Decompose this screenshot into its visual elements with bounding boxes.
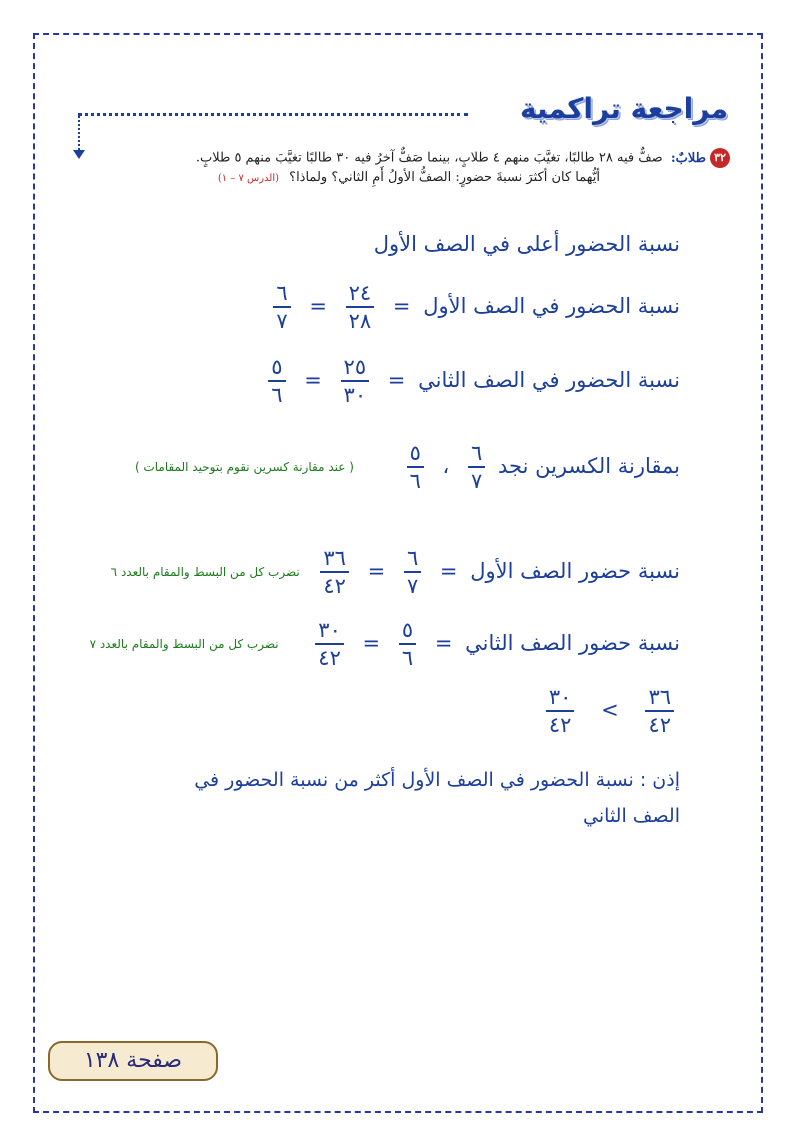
- fraction-numerator: ٦: [406, 546, 419, 570]
- second-ratio-line: [262, 354, 680, 408]
- fraction: [268, 354, 285, 408]
- fraction-numerator: ٣٠: [548, 685, 572, 709]
- problem-line-2: [60, 168, 730, 188]
- compare-line: [135, 440, 680, 494]
- fraction: [546, 684, 575, 738]
- second-ratio-label: نسبة الحضور في الصف الثاني: [418, 368, 680, 392]
- fraction: [468, 440, 485, 494]
- fraction-numerator: ٣٠: [318, 618, 341, 642]
- page-number-label: صفحة ١٣٨: [83, 1048, 183, 1073]
- compare-label: بمقارنة الكسرين نجد: [497, 454, 680, 478]
- equals-sign: =: [434, 631, 453, 655]
- first-ratio-label: نسبة الحضور في الصف الأول: [423, 294, 680, 318]
- fraction-numerator: ٢٤: [348, 281, 372, 305]
- second-common-label: نسبة حضور الصف الثاني: [465, 631, 680, 655]
- compare-note: ( عند مقارنة كسرين نقوم بتوحيد المقامات ): [134, 460, 354, 474]
- fraction: [645, 684, 674, 738]
- first-common-line: [111, 545, 680, 599]
- equals-sign: =: [367, 559, 386, 583]
- fraction-denominator: ٦: [399, 643, 416, 671]
- fraction-denominator: ٧: [273, 306, 290, 334]
- second-common-line: [90, 617, 680, 671]
- section-header: [520, 92, 728, 132]
- lesson-reference: (الدرس ٧ – ١): [217, 173, 280, 184]
- fraction-denominator: ٦: [268, 380, 285, 408]
- first-common-label: نسبة حضور الصف الأول: [470, 559, 680, 583]
- conclusion-text: إذن : نسبة الحضور في الصف الأول أكثر من نسبة الحضور في الصف الثاني: [194, 769, 680, 827]
- question-label: طلابٌ:: [670, 150, 706, 166]
- equals-sign: =: [362, 631, 381, 655]
- equals-sign: =: [309, 294, 327, 318]
- fraction-numerator: ٥: [409, 441, 421, 465]
- equals-sign: =: [439, 559, 458, 583]
- fraction-denominator: ٤٢: [315, 643, 344, 671]
- fraction-denominator: ٤٢: [546, 710, 575, 738]
- second-common-note: نضرب كل من البسط والمقام بالعدد ٧: [89, 637, 279, 651]
- fraction-numerator: ٦: [276, 281, 288, 305]
- answer-text: نسبة الحضور أعلى في الصف الأول: [373, 232, 680, 256]
- question-number-badge: ٣٢: [710, 148, 730, 168]
- fraction: [320, 545, 349, 599]
- separator-comma: ،: [442, 454, 450, 478]
- fraction: [341, 354, 370, 408]
- section-title: مراجعة تراكمية: [519, 92, 728, 125]
- equals-sign: =: [392, 294, 411, 318]
- fraction: [346, 280, 375, 334]
- fraction-denominator: ٦: [407, 466, 424, 494]
- greater-than-sign: [601, 698, 619, 722]
- fraction-numerator: ٣٦: [648, 685, 671, 709]
- header-dotted-line: [78, 113, 468, 116]
- problem-text-1: صفٌّ فيه ٢٨ طالبًا، تغيَّبَ منهم ٤ طلابٍ، بينما صَفٌّ آخرُ فيه ٣٠ طالبًا تغيَّبَ منهم ٥ طلابٍ.: [195, 150, 663, 166]
- fraction-denominator: ٤٢: [645, 710, 674, 738]
- fraction: [407, 440, 424, 494]
- fraction-numerator: ٥: [401, 618, 414, 642]
- fraction-numerator: ٥: [271, 355, 283, 379]
- page-number-badge: [48, 1041, 218, 1081]
- problem-statement: [60, 148, 730, 188]
- inequality-line: [540, 684, 680, 738]
- fraction-denominator: ٢٨: [346, 306, 375, 334]
- first-common-note: نضرب كل من البسط والمقام بالعدد ٦: [110, 565, 300, 579]
- fraction: [273, 280, 290, 334]
- fraction: [404, 545, 421, 599]
- fraction-denominator: ٤٢: [320, 571, 349, 599]
- fraction-denominator: ٧: [468, 466, 485, 494]
- fraction: [315, 617, 344, 671]
- problem-line-1: [60, 148, 730, 168]
- problem-text-2: أيُّهما كان أكثرَ نسبةَ حضورٍ: الصفُّ الأولُ أَمِ الثاني؟ ولماذا؟: [289, 170, 600, 185]
- fraction-numerator: ٦: [471, 441, 483, 465]
- equals-sign: =: [304, 368, 322, 392]
- fraction-denominator: ٣٠: [341, 380, 370, 408]
- inequality-symbol: <: [601, 698, 619, 722]
- fraction-numerator: ٣٦: [323, 546, 346, 570]
- equals-sign: =: [387, 368, 406, 392]
- fraction-denominator: ٧: [404, 571, 421, 599]
- first-ratio-line: [267, 280, 680, 334]
- header-dotted-line-vertical: [78, 113, 80, 153]
- answer-line: [374, 232, 680, 256]
- fraction-numerator: ٢٥: [343, 355, 367, 379]
- fraction: [399, 617, 416, 671]
